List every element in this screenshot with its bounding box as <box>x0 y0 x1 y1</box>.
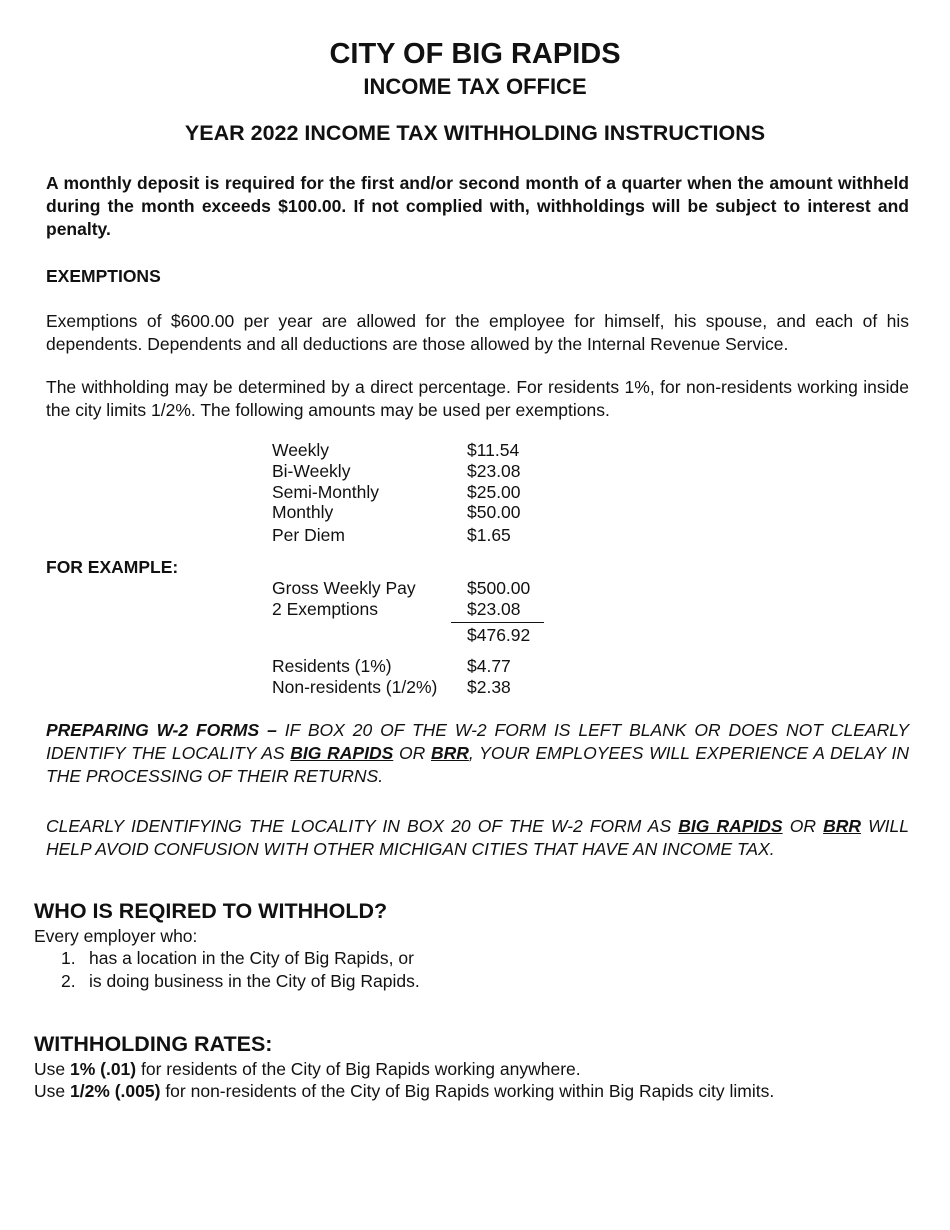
w2-advice-paragraph <box>46 815 909 861</box>
w2-warning-paragraph <box>46 719 909 788</box>
w2-text: CLEARLY IDENTIFYING THE LOCALITY IN BOX 20 OF THE W-2 FORM AS <box>46 816 679 836</box>
exemption-amount: $23.08 <box>467 461 521 481</box>
exemption-amount: $11.54 <box>467 440 520 460</box>
exemptions-paragraph-1: Exemptions of $600.00 per year are allowed for the employee for himself, his spouse, and each of his dependents. Dependents and all deductions are those allowed by the Internal Revenue Service. <box>46 311 909 354</box>
residents-label: Residents (1%) <box>272 656 392 676</box>
exemptions-paragraph-2: The withholding may be determined by a direct percentage. For residents 1%, for non-residents working inside the city limits 1/2%. The following amounts may be used per exemptions. <box>46 377 909 420</box>
gross-label: Gross Weekly Pay <box>272 578 416 598</box>
deposit-notice: A monthly deposit is required for the first and/or second month of a quarter when the amount withheld during the month exceeds $100.00. If not complied with, withholdings will be subject to interest and penalty. <box>46 173 909 239</box>
rate-text: for non-residents of the City of Big Rapids working within Big Rapids city limits. <box>160 1081 775 1101</box>
exemption-period: Per Diem <box>272 525 345 545</box>
who-heading: WHO IS REQIRED TO WITHHOLD? <box>34 899 388 923</box>
exemption-amount: $25.00 <box>467 482 521 502</box>
big-rapids-emphasis: BIG RAPIDS <box>678 816 783 836</box>
rate-text: Use <box>34 1059 70 1079</box>
rate-text: for residents of the City of Big Rapids working anywhere. <box>136 1059 581 1079</box>
rate-value: 1/2% (.005) <box>69 1081 161 1101</box>
city-title: CITY OF BIG RAPIDS <box>329 38 621 70</box>
brr-emphasis: BRR <box>430 743 469 763</box>
for-example-label: FOR EXAMPLE: <box>46 557 179 577</box>
w2-text: WILL HELP AVOID CONFUSION WITH OTHER MICHIGAN CITIES THAT HAVE AN INCOME TAX. <box>46 816 909 859</box>
nonresidents-label: Non-residents (1/2%) <box>272 677 438 697</box>
list-number: 1. <box>61 948 76 968</box>
office-title: INCOME TAX OFFICE <box>363 74 587 99</box>
net-value: $476.92 <box>467 625 531 645</box>
residents-value: $4.77 <box>467 656 511 676</box>
w2-lead: PREPARING W-2 FORMS – <box>46 720 277 740</box>
rate-residents <box>34 1059 581 1080</box>
w2-text: OR <box>782 816 824 836</box>
who-intro: Every employer who: <box>34 926 198 946</box>
exemption-period: Monthly <box>272 502 334 522</box>
gross-value: $500.00 <box>467 578 531 598</box>
exemption-period: Weekly <box>272 440 330 460</box>
exemption-amount: $1.65 <box>467 525 511 545</box>
brr-emphasis: BRR <box>823 816 862 836</box>
w2-text: OR <box>393 743 431 763</box>
list-text: is doing business in the City of Big Rapids. <box>89 971 420 991</box>
nonresidents-value: $2.38 <box>467 677 511 697</box>
rate-value: 1% (.01) <box>69 1059 137 1079</box>
w2-text: IF BOX 20 OF THE W-2 FORM IS LEFT BLANK OR DOES NOT CLEARLY IDENTIFY THE LOCALITY AS <box>46 720 909 763</box>
w2-text: , YOUR EMPLOYEES WILL EXPERIENCE A DELAY IN THE PROCESSING OF THEIR RETURNS. <box>46 743 909 786</box>
exemptions-label: 2 Exemptions <box>272 599 379 619</box>
rate-nonresidents <box>34 1081 774 1102</box>
exemptions-heading: EXEMPTIONS <box>46 266 161 286</box>
exemption-period: Semi-Monthly <box>272 482 379 502</box>
rate-text: Use <box>34 1081 70 1101</box>
exemption-amount: $50.00 <box>467 502 521 522</box>
document-title: YEAR 2022 INCOME TAX WITHHOLDING INSTRUCTIONS <box>184 121 766 145</box>
exemption-period: Bi-Weekly <box>272 461 351 481</box>
list-number: 2. <box>61 971 76 991</box>
rates-heading: WITHHOLDING RATES: <box>34 1032 273 1056</box>
big-rapids-emphasis: BIG RAPIDS <box>290 743 394 763</box>
list-text: has a location in the City of Big Rapids, or <box>89 948 414 968</box>
subtotal-rule <box>451 622 544 623</box>
exemptions-value: $23.08 <box>467 599 521 619</box>
